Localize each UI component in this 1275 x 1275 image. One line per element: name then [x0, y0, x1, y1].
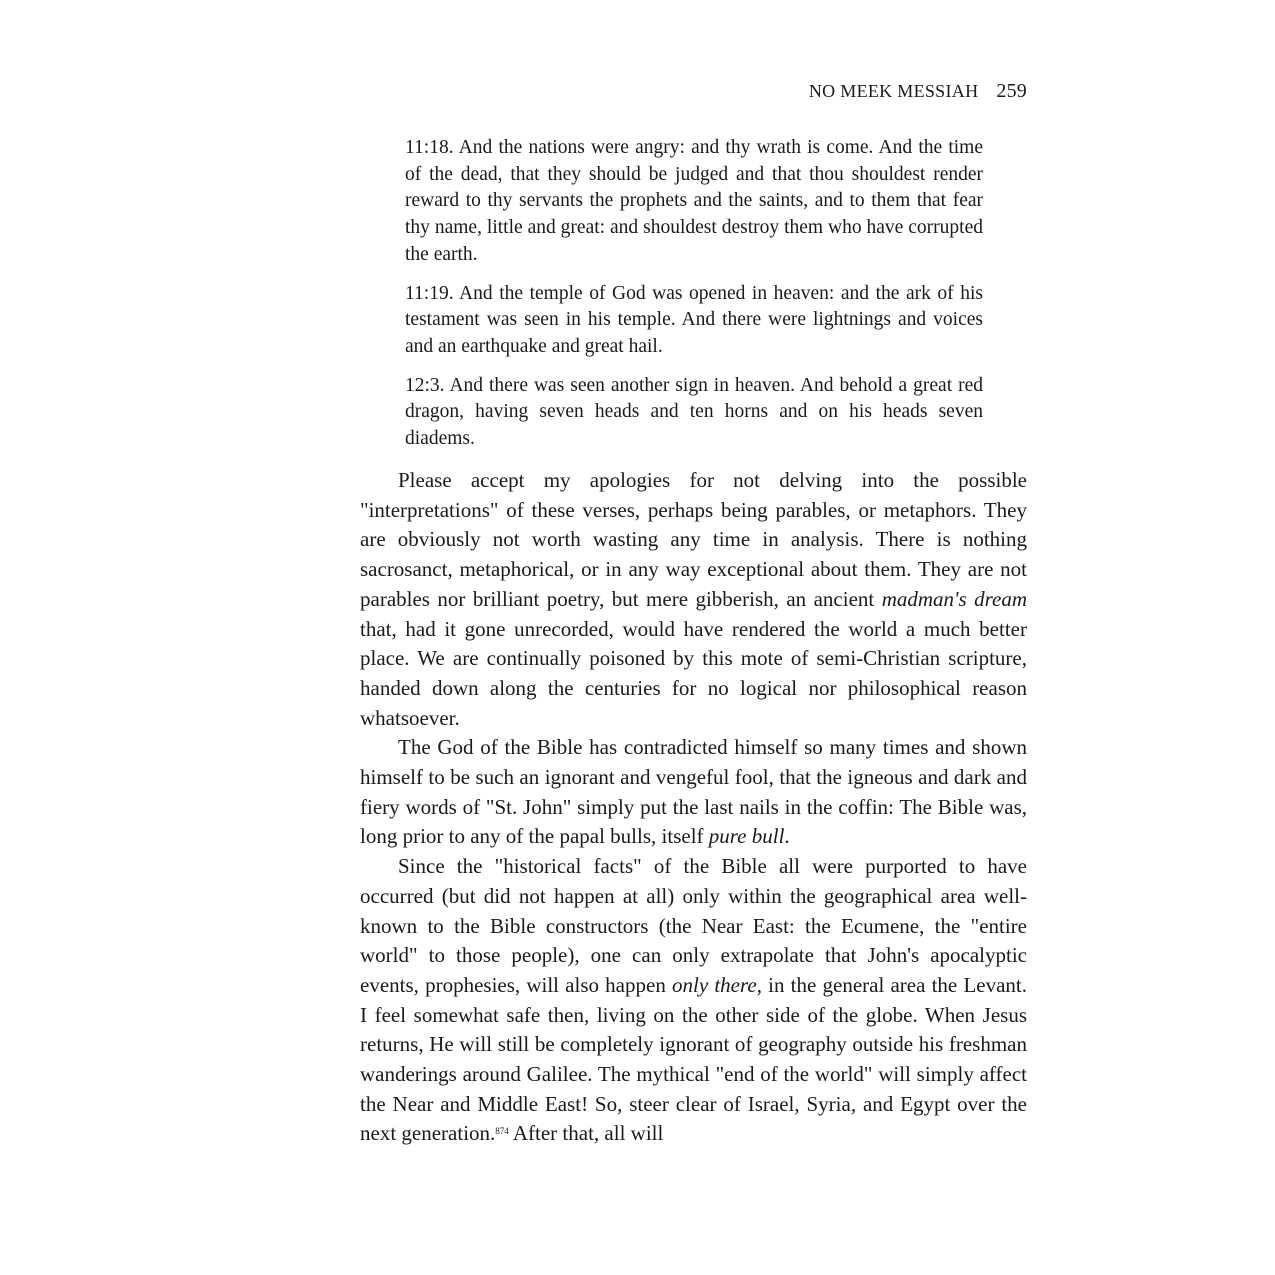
paragraph-text: , in the general area the Levant. I feel somewhat safe then, living on the other side of the globe. When Jesus returns, He will still be completely ignorant of geography outside his freshman wanderings around Galilee. The mythical "end of the world" will simply affect the Near and Middle East! So, steer clear of Israel, Syria, and Egypt over the next generation. [360, 972, 1027, 1146]
scripture-block-quotes [405, 135, 983, 465]
paragraph-text: that, had it gone unrecorded, would have rendered the world a much better place. We are continually poisoned by this mote of semi-Christian scripture, handed down along the centuries for no logical nor philosophical reason whatsoever. [360, 616, 1027, 730]
page-number: 259 [996, 80, 1027, 102]
footnote-marker[interactable]: 874 [495, 1126, 509, 1137]
paragraph-text: The God of the Bible has contradicted himself so many times and shown himself to be such an ignorant and vengeful fool, that the igneous and dark and fiery words of "St. John" simply put the last nails in the coffin: The Bible was, long prior to any of the papal bulls, itself [360, 735, 1027, 849]
italic-phrase: only there [672, 972, 757, 997]
paragraph-text: Since the "historical facts" of the Bible all were purported to have occurred (but did not happen at all) only within the geographical area well-known to the Bible constructors (the Near East: the Ecumene, the "entire world" to those people), one can only extrapolate that John's apocalyptic events, prophesies, will also happen [360, 854, 1027, 997]
italic-phrase: pure bull [708, 824, 785, 849]
paragraph-god-of-bible [360, 733, 1027, 852]
paragraph-apologies [360, 466, 1027, 733]
paragraph-text: After that, all will [508, 1121, 664, 1146]
paragraph-text: . [784, 824, 790, 849]
italic-phrase: madman's dream [881, 586, 1028, 611]
running-header [360, 78, 1027, 104]
book-title: NO MEEK MESSIAH [808, 81, 979, 101]
quote-verse-11-18: 11:18. And the nations were angry: and thy wrath is come. And the time of the dead, that they should be judged and that thou shouldest render reward to thy servants the prophets and the saints, and to them that fear thy name, little and great: and shouldest destroy them who have corrupted the earth. [405, 137, 983, 265]
body-text [360, 466, 1027, 1149]
paragraph-historical-facts [360, 852, 1027, 1149]
paragraph-text: Please accept my apologies for not delving into the possible "interpretations" of these verses, perhaps being parables, or metaphors. They are obviously not worth wasting any time in analysis. There is nothing sacrosanct, metaphorical, or in any way exceptional about them. They are not parables nor brilliant poetry, but mere gibberish, an ancient [360, 468, 1027, 611]
quote-verse-12-3: 12:3. And there was seen another sign in heaven. And behold a great red dragon, having seven heads and ten horns and on his heads seven diadems. [405, 374, 983, 450]
quote-verse-11-19: 11:19. And the temple of God was opened in heaven: and the ark of his testament was seen in his temple. And there were lightnings and voices and an earthquake and great hail. [405, 282, 983, 357]
